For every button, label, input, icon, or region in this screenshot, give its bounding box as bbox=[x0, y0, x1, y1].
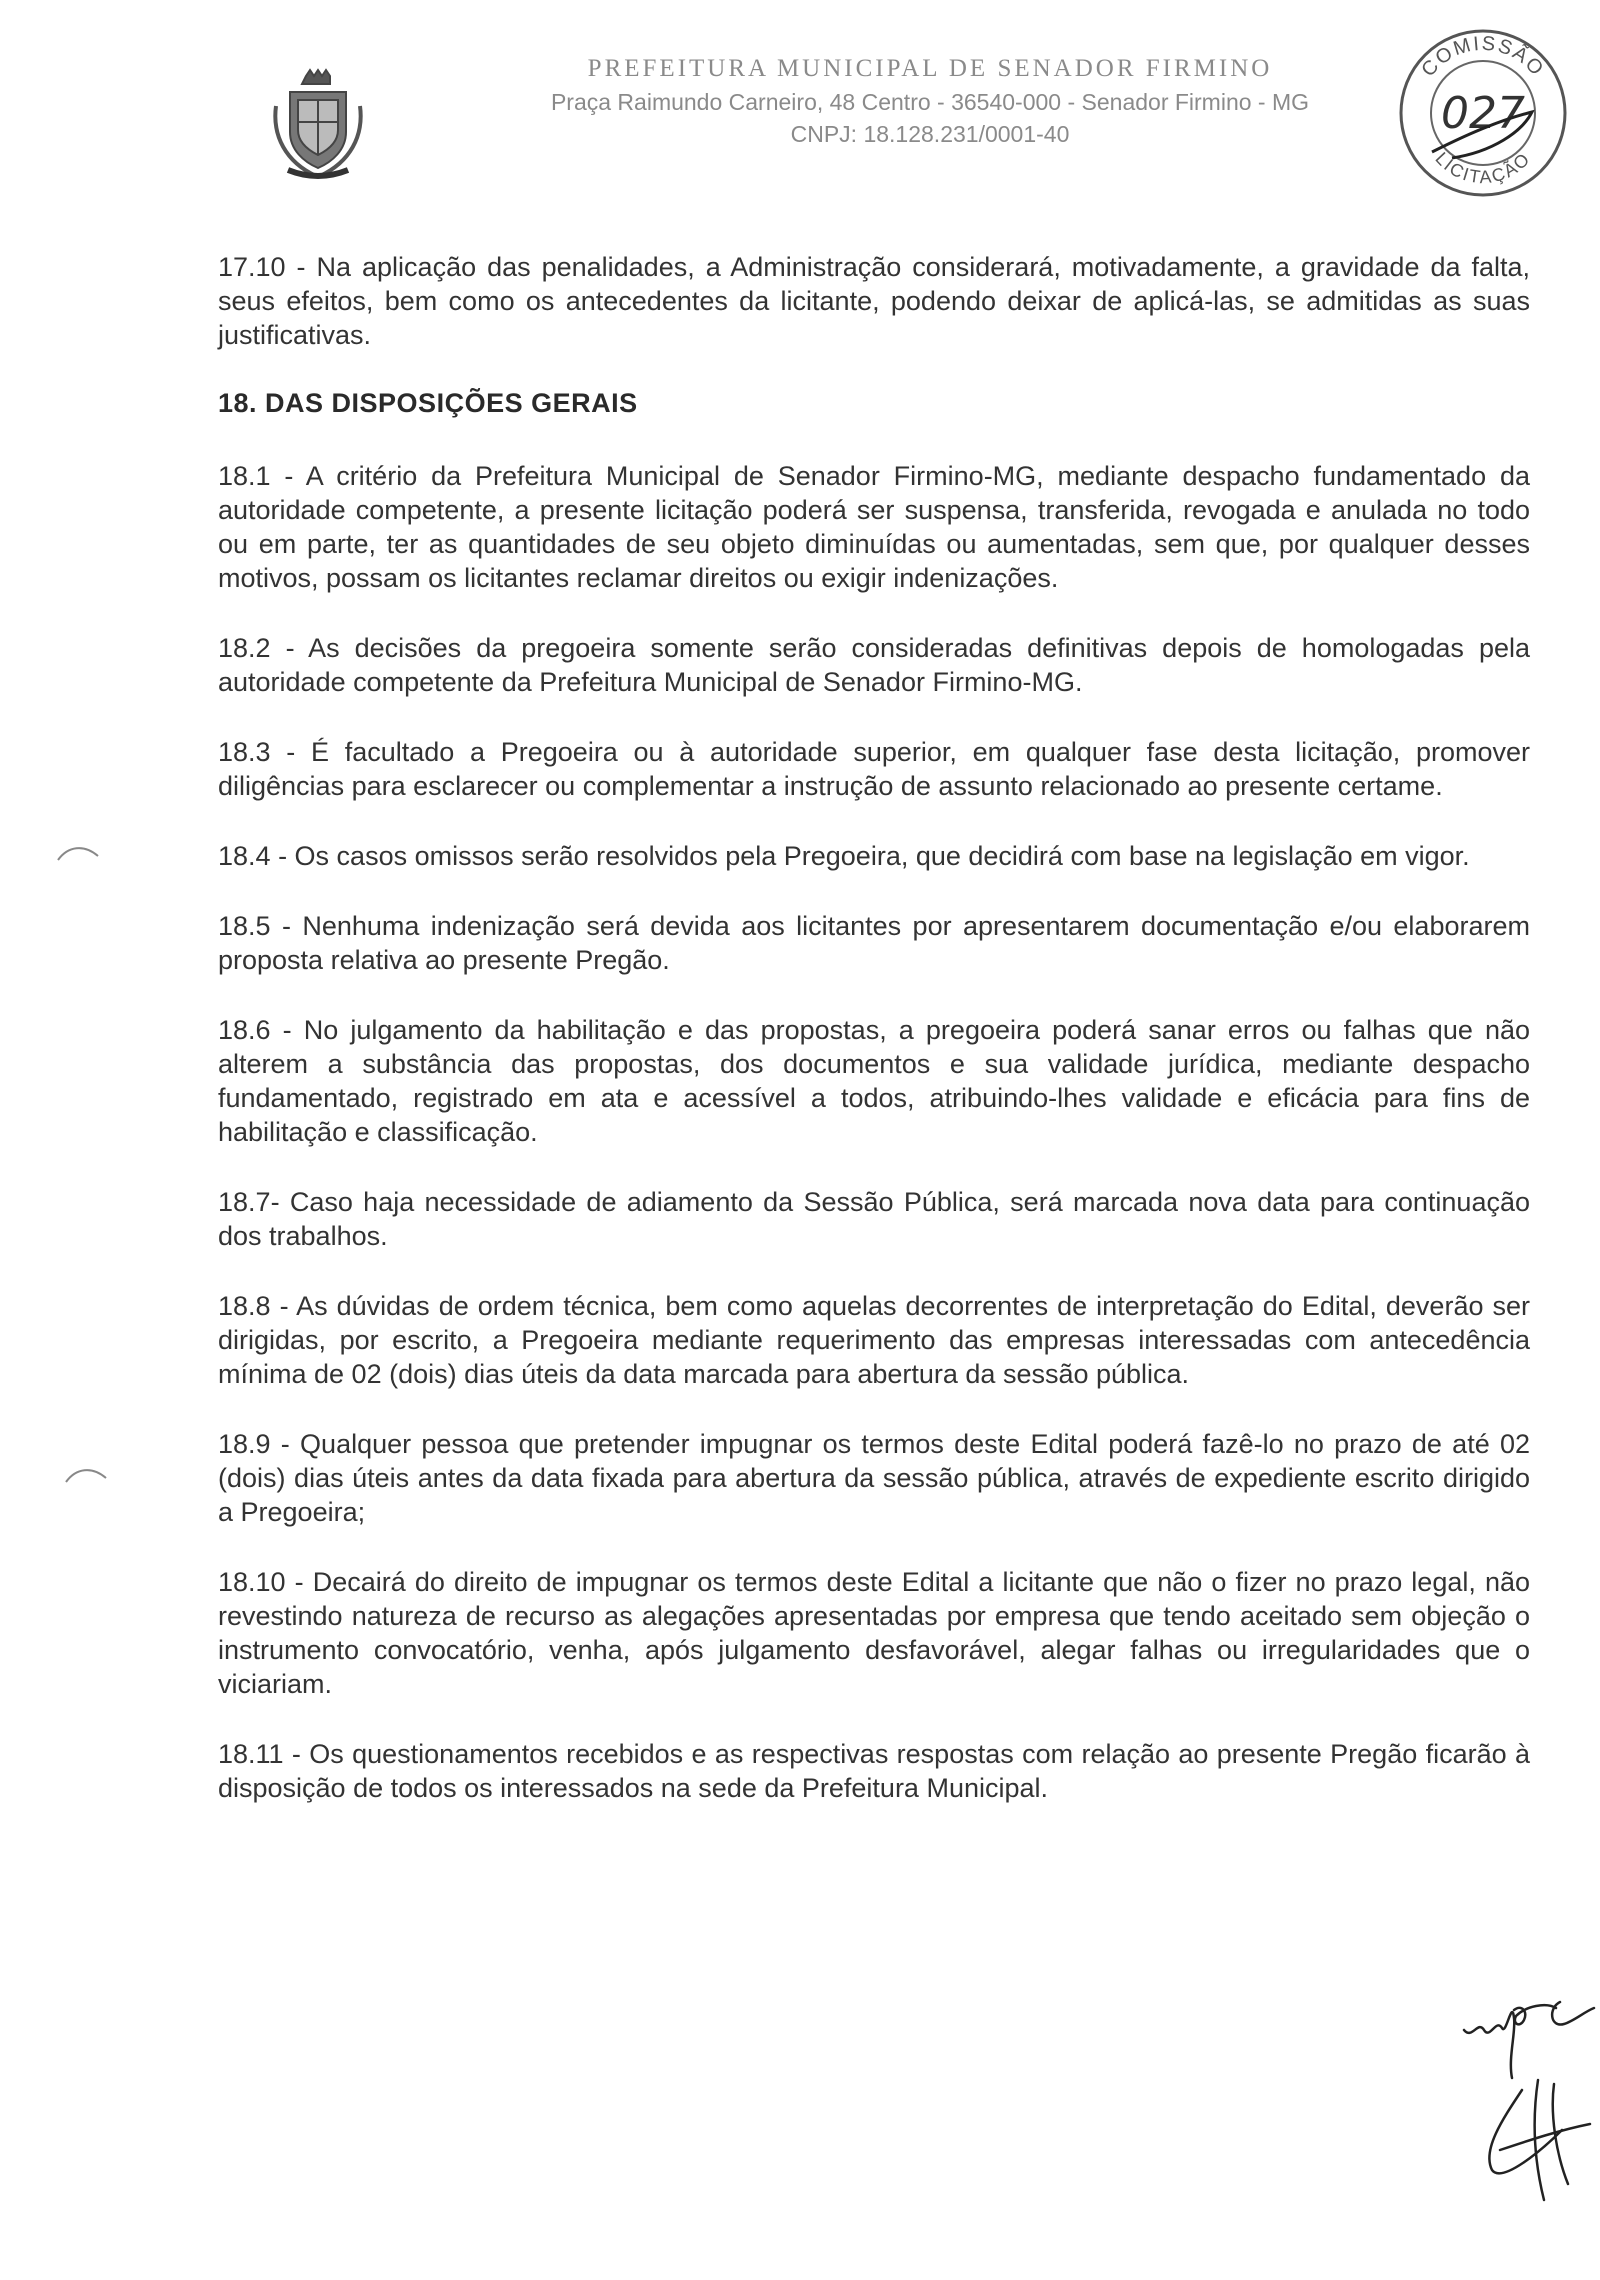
clause-18-8 bbox=[218, 1289, 1530, 1391]
clause-18-1 bbox=[218, 459, 1530, 595]
clause-number: 18.8 bbox=[218, 1291, 271, 1321]
clause-text: - A critério da Prefeitura Municipal de Senador Firmino-MG, mediante despacho fundamentado da autoridade competente, a presente licitação poderá ser suspensa, transferida, revogada e anulada no todo ou em parte, ter as quantidades de seu objeto diminuídas ou aumentadas, sem que, por qualquer desses motivos, possam os licitantes reclamar direitos ou exigir indenizações. bbox=[218, 461, 1530, 593]
stamp-number: 027 bbox=[1441, 88, 1525, 139]
commission-stamp bbox=[1392, 22, 1574, 204]
section-title: 18. DAS DISPOSIÇÕES GERAIS bbox=[218, 388, 638, 418]
margin-mark-icon bbox=[62, 1460, 112, 1490]
clause-text: - No julgamento da habilitação e das propostas, a pregoeira poderá sanar erros ou falhas que não alterem a substância das propostas, dos documentos e sua validade jurídica, mediante despacho fundamentado, registrado em ata e acessível a todos, atribuindo-lhes validade e eficácia para fins de habilitação e classificação. bbox=[218, 1015, 1530, 1147]
stamp-top-text: COMISSÃO bbox=[1417, 32, 1549, 82]
clause-number: 18.4 bbox=[218, 841, 271, 871]
clause-number: 18.3 bbox=[218, 737, 271, 767]
clause-number: 18.9 bbox=[218, 1429, 271, 1459]
clause-text: - As dúvidas de ordem técnica, bem como aquelas decorrentes de interpretação do Edital, deverão ser dirigidas, por escrito, a Pregoeira mediante requerimento das empresas interessadas com antecedência mínima de 02 (dois) dias úteis da data marcada para abertura da sessão pública. bbox=[218, 1291, 1530, 1389]
clause-number: 17.10 bbox=[218, 252, 286, 282]
svg-text:LICITAÇÃO bbox=[1431, 148, 1534, 187]
clause-text: - Na aplicação das penalidades, a Administração considerará, motivadamente, a gravidade da falta, seus efeitos, bem como os antecedentes da licitante, podendo deixar de aplicá-las, se admitidas as suas justificativas. bbox=[218, 252, 1530, 350]
clause-text: - É facultado a Pregoeira ou à autoridade superior, em qualquer fase desta licitação, promover diligências para esclarecer ou complementar a instrução de assunto relacionado ao presente certame. bbox=[218, 737, 1530, 801]
clause-18-11 bbox=[218, 1737, 1530, 1805]
margin-mark-icon bbox=[54, 838, 104, 868]
clause-text: - Os questionamentos recebidos e as respectivas respostas com relação ao presente Pregão ficarão à disposição de todos os interessados na sede da Prefeitura Municipal. bbox=[218, 1739, 1530, 1803]
clause-number: 18.2 bbox=[218, 633, 271, 663]
clause-text: - Qualquer pessoa que pretender impugnar os termos deste Edital poderá fazê-lo no prazo de até 02 (dois) dias úteis antes da data fixada para abertura da sessão pública, através de expediente escrito dirigido a Pregoeira; bbox=[218, 1429, 1530, 1527]
clause-18-3 bbox=[218, 735, 1530, 803]
municipal-crest-icon bbox=[268, 66, 368, 184]
clause-18-7 bbox=[218, 1185, 1530, 1253]
clause-18-4 bbox=[218, 839, 1530, 873]
clause-18-10 bbox=[218, 1565, 1530, 1701]
clause-text: - Decairá do direito de impugnar os termos deste Edital a licitante que não o fizer no prazo legal, não revestindo natureza de recurso as alegações apresentadas por empresa que tendo aceitado sem objeção o instrumento convocatório, venha, após julgamento desfavorável, alegar falhas ou irregularidades que o viciariam. bbox=[218, 1567, 1530, 1699]
clause-18-5 bbox=[218, 909, 1530, 977]
clause-text: - Caso haja necessidade de adiamento da Sessão Pública, será marcada nova data para continuação dos trabalhos. bbox=[218, 1187, 1530, 1251]
clause-text: - Nenhuma indenização será devida aos licitantes por apresentarem documentação e/ou elaborarem proposta relativa ao presente Pregão. bbox=[218, 911, 1530, 975]
svg-text:COMISSÃO bbox=[1417, 33, 1548, 81]
clause-17-10 bbox=[218, 250, 1530, 352]
organization-name: PREFEITURA MUNICIPAL DE SENADOR FIRMINO bbox=[587, 55, 1273, 82]
clause-text: - Os casos omissos serão resolvidos pela Pregoeira, que decidirá com base na legislação em vigor. bbox=[270, 841, 1470, 871]
document-body bbox=[218, 250, 1530, 1841]
signature-initials-icon bbox=[1460, 1980, 1600, 2220]
clause-18-9 bbox=[218, 1427, 1530, 1529]
clause-text: - As decisões da pregoeira somente serão consideradas definitivas depois de homologadas pela autoridade competente da Prefeitura Municipal de Senador Firmino-MG. bbox=[218, 633, 1530, 697]
clause-number: 18.7 bbox=[218, 1187, 271, 1217]
organization-cnpj: CNPJ: 18.128.231/0001-40 bbox=[790, 121, 1070, 147]
clause-number: 18.1 bbox=[218, 461, 271, 491]
stamp-bottom-text: LICITAÇÃO bbox=[1431, 148, 1535, 188]
clause-number: 18.5 bbox=[218, 911, 271, 941]
clause-number: 18.10 bbox=[218, 1567, 286, 1597]
letterhead bbox=[440, 52, 1420, 150]
organization-address: Praça Raimundo Carneiro, 48 Centro - 36540-000 - Senador Firmino - MG bbox=[550, 89, 1310, 115]
clause-number: 18.6 bbox=[218, 1015, 271, 1045]
clause-number: 18.11 bbox=[218, 1739, 284, 1769]
clause-18-2 bbox=[218, 631, 1530, 699]
clause-18-6 bbox=[218, 1013, 1530, 1149]
